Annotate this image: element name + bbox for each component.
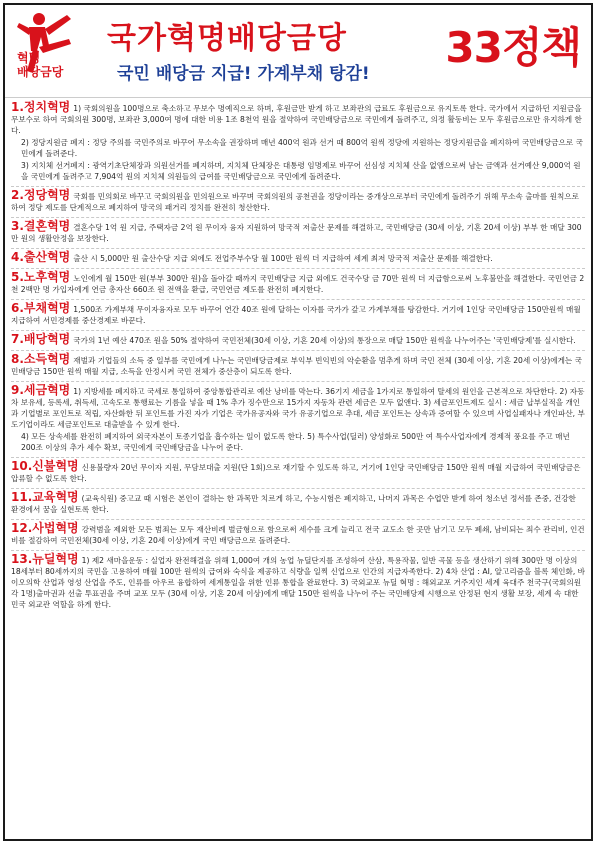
section-title: 1.정치혁명 (11, 100, 71, 114)
policy-section (11, 458, 585, 489)
section-text: 1) 국회의원을 100명으로 축소하고 무보수 명예직으로 하며, 후원금만 받게 하고 보좌관의 급료도 후원금으로 유지토록 한다. 국가에서 지급하던 지원금을 무보수로 하여 국회의원 300명, 보좌관 3,000여 명에 대한 비용 1조 8천억 원을 절약하여 국민배당금으로 국민에게 돌려주고, 의정 활동비는 모두 후원금으로만 유지하게 한다. (11, 104, 582, 135)
section-text: 1,500조 가계부채 무이자융자로 모두 바꾸어 연간 40조 원에 달하는 이자를 국가가 갚고 가계부채를 탕감한다. 거기에 1인당 국민배당금 150만원씩 매월 지급하여 서민경제를 중산경제로 바꾼다. (11, 305, 581, 325)
section-text: 신용불량자 20년 무이자 지원, 무담보대출 지원(단 1회)으로 재기할 수 있도록 하고, 거기에 1인당 국민배당금 150만 원씩 매월 지급하여 국민배당금은 압류할 수 없도록 한다. (11, 463, 581, 483)
policy-section (11, 99, 585, 187)
policy-section (11, 551, 585, 614)
section-text: 강력범을 제외한 모든 범죄는 모두 재산비례 벌금형으로 함으로써 세수를 크게 늘리고 전국 교도소 한 곳만 남기고 모두 폐쇄, 남비되는 죄수 관리비, 인건비를 절감하여 국민전체(30세 이상, 기혼 20세 이상)에게 국민 배당금으로 돌려준다. (11, 525, 585, 545)
slogan: 국민 배당금 지급! 가계부채 탕감! (117, 64, 370, 84)
section-text: (교육식원) 중고교 때 시험은 본인이 결하는 한 과목만 치르게 하고, 수능시험은 폐지하고, 나머지 과목은 수업만 받게 하여 청소년 정서를 존중, 건강한 환경에서 꿈을 실현토록 한다. (11, 494, 576, 514)
policy-section (11, 351, 585, 382)
section-text: 재벌과 기업들의 소득 중 일부를 국민에게 나누는 국민배당금제로 부익부 빈익빈의 악순환을 멈추게 하며 국민 전체 (30세 이상, 기혼 20세 이상)에게는 국민배당금 150만 원씩 매월 지급, 소득을 안정시켜 국민 전체가 중산층이 되도록 한다. (11, 356, 583, 376)
party-title: 국가혁명배당금당 (107, 21, 347, 56)
section-title: 8.소득혁명 (11, 352, 71, 366)
section-text: 결혼수당 1억 원 지급, 주택자금 2억 원 무이자 융자 지원하여 망국적 저출산 문제를 해결하고, 국민배당금 (30세 이상, 기혼 20세 이상) 부부 한 매달 300만 원의 생활안정을 보장한다. (11, 223, 582, 243)
policy-section (11, 249, 585, 269)
logo-line2: 배당금당 (17, 65, 64, 79)
party-logo (9, 11, 101, 91)
section-title: 4.출산혁명 (11, 250, 71, 264)
policy-list (5, 99, 591, 614)
header (5, 5, 591, 98)
policy-section (11, 269, 585, 300)
section-title: 2.정당혁명 (11, 188, 71, 202)
section-text: 4) 모든 상속세를 완전히 폐지하여 외국자본이 토종기업을 흡수하는 일이 없도록 한다. 5) 특수사업(딜러) 양성화로 500만 여 특수사업자에게 경제적 풍요를 주고 매년 200조 이상의 추가 세수 확보, 국민에게 국민배당금을 나누어 준다. (21, 432, 570, 452)
policy-section (11, 331, 585, 351)
section-text: 국회를 민의회로 바꾸고 국회의원을 민의원으로 바꾸며 국회의원의 공천권을 정당이라는 중개상으로부터 국민에게 돌려주기 위해 무소속 출마를 원칙으로 하여 정당 제도를 단계적으로 폐지하여 망국의 패거리 정치를 완전히 청산한다. (11, 192, 579, 212)
policy-section (11, 520, 585, 551)
section-title: 7.배당혁명 (11, 332, 71, 346)
section-title: 11.교육혁명 (11, 490, 79, 504)
section-title: 6.부채혁명 (11, 301, 71, 315)
section-text: 노인에게 월 150만 원(부부 300만 원)을 돌아갈 때까지 국민배당금 지급 외에도 건국수당 금 70만 원씩 더 지급함으로써 노후불안을 해결한다. 국민연금 2천 2백만 명 가입자에게 연금 총자산 660조 원 전액을 환급, 국민연금 제도를 완전히 폐지한다. (11, 274, 585, 294)
policy-section (11, 489, 585, 520)
section-title: 9.세금혁명 (11, 383, 71, 397)
section-text: 국가의 1년 예산 470조 원을 50% 절약하여 국민전체(30세 이상, 기혼 20세 이상)의 통장으로 매달 150만 원씩을 나누어주는 '국민배당제'를 실시한다. (73, 336, 576, 345)
policy-section (11, 218, 585, 249)
section-title: 13.뉴딜혁명 (11, 552, 79, 566)
policy-section (11, 187, 585, 218)
policy-count: 33정책 (445, 23, 581, 72)
section-text: 2) 정당지원금 폐지 : 정당 주의를 국민주의로 바꾸어 무소속을 권장하며 매년 400억 원과 선거 때 800억 원씩 정당에 지원하는 정당지원금을 폐지하여 국민배당금으로 국민에게 돌려준다. (21, 138, 583, 158)
logo-line1: 혁명 (17, 51, 41, 65)
section-text: 출산 시 5,000만 원 출산수당 지급 외에도 전업주부수당 월 100만 원씩 더 지급하여 세계 최저 망국적 저출산 문제를 해결한다. (73, 254, 493, 263)
section-text: 1) 제2 새마을운동 : 실업자 완전해결을 위해 1,000여 개의 농업 뉴딜단지를 조성하여 산삼, 특용작물, 일반 곡물 등을 생산하기 위해 300만 명 이상의 18세부터 80세까지의 국민을 고용하여 매월 100만 원씩의 급여와 숙식을 제공하고 식량을 일찍 신업으로 인간의 지급자족한다. 2) 4차 산업 : AI, 알고리즘을 블록 체인화, 바이오의학 산업과 영성 산업을 주도, 인류를 아우르 융합하여 세계통일을 위한 인류 통합을 완료한다. 3) 국외교포 뉴딜 혁명 : 해외교포 거주지인 세계 육대주 천국구(국회의원 각 1명)출마권과 선출 투표권을 주며 교포 모두 (30세 이상, 기혼 20세 이상)에게 매달 150만 원씩을 나누어 주는 국민배당제 시행으로 안정된 현지 생활 보장, 세계 속 대한민국 외교관 역할을 하게 한다. (11, 556, 585, 609)
section-text: 1) 지방세를 폐지하고 국세로 통일하여 중앙통합관리로 예산 낭비를 막는다. 36기지 세금을 1가지로 통일하여 탈세의 원인을 근본적으로 차단한다. 2) 자동차 보유세, 등록세, 취득세, 고속도로 통행료는 기름을 넣을 때 1% 추가 징수만으로 15가지 자동차 관련 세금은 모두 없앤다. 3) 세금포인트제도 실시 : 세금 납부실적을 개인과 기업별로 포인트로 적립, 자산화한 뒤 포인트를 가진 자가 기업은 국가유공자와 국가 유공기업으로 추대, 세금 포인트는 상속과 증여할 수 있으며 사업실패자나 개인파산, 부도기업이라도 세금포인트로 대출받을 수 있게 한다. (11, 387, 585, 429)
section-title: 5.노후혁명 (11, 270, 71, 284)
section-title: 10.신불혁명 (11, 459, 79, 473)
section-title: 12.사법혁명 (11, 521, 79, 535)
policy-section (11, 382, 585, 458)
flyer (3, 3, 593, 841)
logo-text (17, 51, 63, 79)
section-title: 3.결혼혁명 (11, 219, 71, 233)
section-text: 3) 지치체 선거폐지 : 광역기초단체장과 의원선거를 폐지하며, 지치체 단체장은 대통령 임명제로 바꾸어 선심성 지치체 산을 없앰으로써 남는 금액과 선거예산 9,000억 원을 국민에게 돌려주고 7,904억 원의 지치체 의원들의 급여를 국민배당금으로 국민에게 돌려준다. (21, 161, 581, 181)
policy-section (11, 300, 585, 331)
